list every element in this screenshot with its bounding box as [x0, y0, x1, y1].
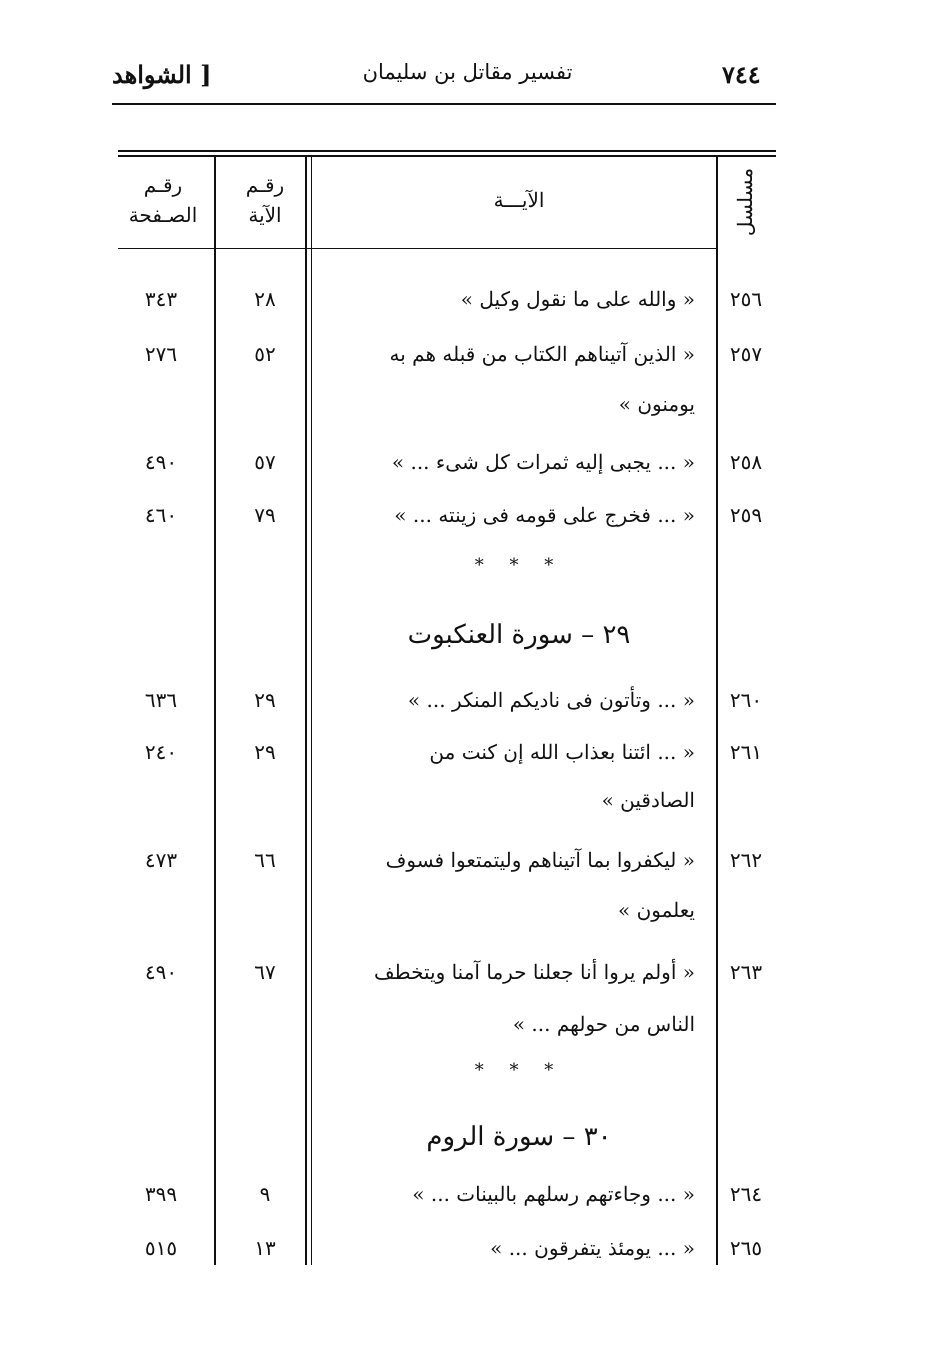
serial-cell: ٢٦٣ [729, 960, 763, 984]
page-number-cell: ٤٩٠ [144, 960, 178, 984]
verse-number-cell: ٥٧ [254, 450, 276, 474]
page-number-cell: ٤٦٠ [144, 503, 178, 527]
verse-number-cell: ٦٦ [254, 848, 276, 872]
section-separator: * * * [474, 1060, 564, 1081]
verse-continuation: يعلمون » [617, 898, 695, 922]
verse-cell: « ليكفروا بما آتيناهم وليتمتعوا فسوف [385, 848, 695, 872]
section-title: [ الشواهد [112, 60, 212, 89]
page-number-cell: ٦٣٦ [144, 688, 178, 712]
surah-heading: ٣٠ – سورة الروم [426, 1122, 612, 1152]
verse-number-cell: ٢٩ [254, 740, 276, 764]
serial-cell: ٢٥٧ [729, 342, 763, 366]
serial-cell: ٢٦١ [729, 740, 763, 764]
verse-cell: « ... وتأتون فى ناديكم المنكر ... » [407, 688, 695, 712]
serial-cell: ٢٥٩ [729, 503, 763, 527]
verse-cell: « ... فخرج على قومه فى زينته ... » [394, 503, 695, 527]
col-header-verse-number: رقـم الآية [245, 173, 285, 227]
verse-cell: « ... يجبى إليه ثمرات كل شىء ... » [391, 450, 695, 474]
page-number-cell: ٢٤٠ [144, 740, 178, 764]
verse-cell: « ... يومئذ يتفرقون ... » [490, 1236, 695, 1260]
page-number-cell: ٢٧٦ [144, 342, 178, 366]
verse-number-cell: ٥٢ [254, 342, 276, 366]
col-header-verse: الآيـــة [493, 188, 545, 212]
serial-cell: ٢٦٢ [729, 848, 763, 872]
serial-cell: ٢٦٤ [729, 1182, 763, 1206]
page-number-cell: ٤٧٣ [144, 848, 178, 872]
book-title: تفسير مقاتل بن سليمان [362, 60, 573, 84]
verse-cell: « والله على ما نقول وكيل » [460, 287, 695, 311]
verse-number-cell: ٢٩ [254, 688, 276, 712]
col-header-serial: مسلسل [733, 167, 757, 237]
col-header-page-number: رقـم الصـفحة [128, 173, 198, 227]
page-number-cell: ٣٤٣ [144, 287, 178, 311]
verse-continuation: الصادقين » [601, 788, 695, 812]
verse-number-cell: ٩ [259, 1182, 271, 1206]
page-number-cell: ٥١٥ [144, 1236, 178, 1260]
verse-cell: « ... وجاءتهم رسلهم بالبينات ... » [412, 1182, 695, 1206]
page-number-cell: ٣٩٩ [144, 1182, 178, 1206]
verse-continuation: الناس من حولهم ... » [512, 1012, 695, 1036]
section-separator: * * * [474, 555, 564, 576]
verse-number-cell: ٦٧ [254, 960, 276, 984]
verse-cell: « الذين آتيناهم الكتاب من قبله هم به [389, 342, 695, 366]
verse-number-cell: ١٣ [254, 1236, 276, 1260]
surah-heading: ٢٩ – سورة العنكبوت [407, 620, 631, 650]
verse-number-cell: ٢٨ [254, 287, 276, 311]
serial-cell: ٢٥٦ [729, 287, 763, 311]
page-number: ٧٤٤ [722, 60, 761, 89]
serial-cell: ٢٦٠ [729, 688, 763, 712]
page-number-cell: ٤٩٠ [144, 450, 178, 474]
verse-cell: « أولم يروا أنا جعلنا حرما آمنا ويتخطف [373, 960, 695, 984]
verse-continuation: يومنون » [618, 392, 695, 416]
verse-cell: « ... ائتنا بعذاب الله إن كنت من [429, 740, 695, 764]
serial-cell: ٢٦٥ [729, 1236, 763, 1260]
serial-cell: ٢٥٨ [729, 450, 763, 474]
verse-number-cell: ٧٩ [254, 503, 276, 527]
